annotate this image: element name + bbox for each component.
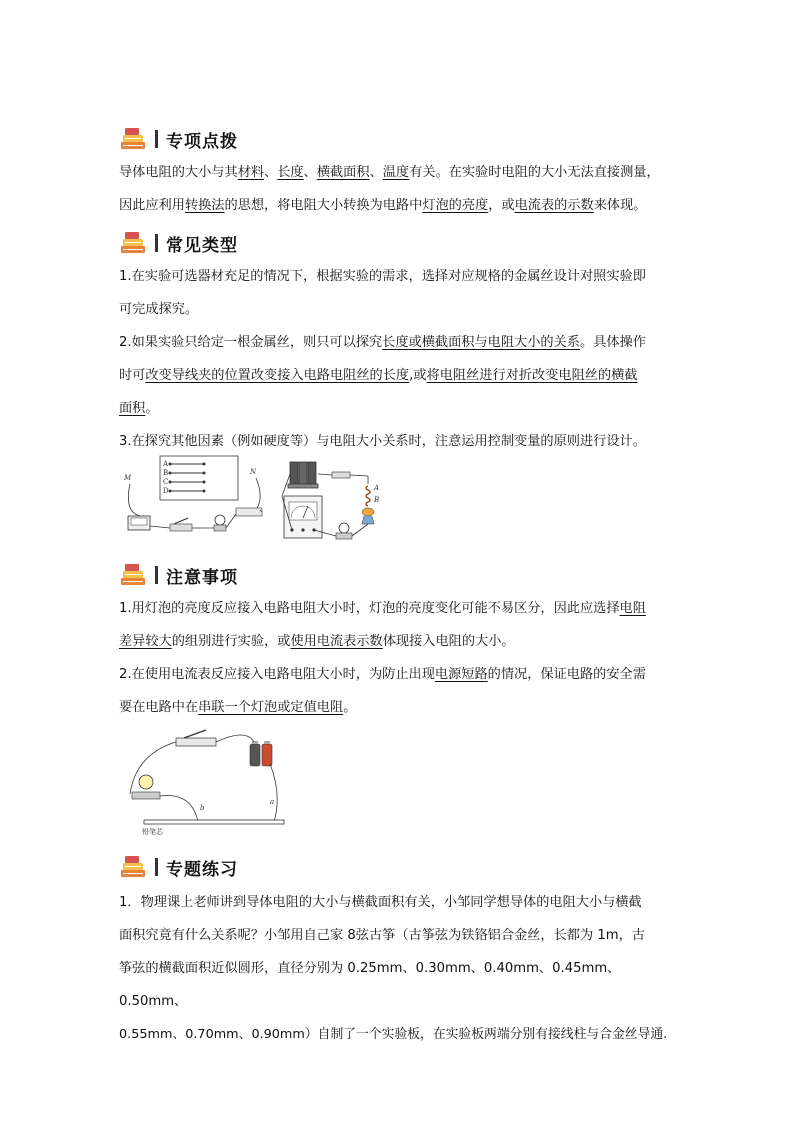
text-line: 面积究竟有什么关系呢？小邹用自己家 8弦古筝（古筝弦为铁铬铝合金丝，长都为 1m，古 [119, 928, 645, 943]
notes-paragraph [119, 592, 679, 724]
section-header-guidance [119, 124, 238, 154]
books-icon [119, 126, 147, 152]
header-divider [155, 858, 158, 876]
text-line: 因此应利用转换法的思想，将电阻大小转换为电路中灯泡的亮度，或电流表的示数来体现。 [119, 198, 647, 213]
section-title: 专题练习 [166, 859, 238, 880]
point-label-a: A [374, 484, 380, 492]
clip-label-m: M [124, 474, 132, 482]
text-line: 筝弦的横截面积近似圆形，直径分别为 0.25mm、0.30mm、0.40mm、0.45mm、0.50mm、 [119, 961, 621, 1009]
wire-label-a: a [270, 798, 275, 806]
clip-label-n: N [250, 468, 257, 476]
pencil-lead-icon [144, 820, 284, 824]
flame-icon [362, 508, 374, 516]
text-line: 3.在探究其他因素（例如硬度等）与电阻大小关系时，注意运用控制变量的原则进行设计。 [119, 434, 646, 449]
text-line: 2.如果实验只给定一根金属丝，则只可以探究长度或横截面积与电阻大小的关系。具体操作 [119, 335, 646, 350]
text-line: 2.在使用电流表反应接入电路电阻大小时，为防止出现电源短路的情况，保证电路的安全需 [119, 667, 646, 682]
wire-board-circuit-figure [120, 452, 270, 542]
header-divider [155, 130, 158, 148]
books-icon [119, 230, 147, 256]
point-label-b: B [374, 496, 380, 504]
text-line: 1.用灯泡的亮度反应接入电路电阻大小时，灯泡的亮度变化可能不易区分，因此应选择电阻 [119, 601, 646, 616]
text-line: 时可改变导线夹的位置改变接入电路电阻丝的长度,或将电阻丝进行对折改变电阻丝的横截 [119, 368, 638, 383]
switch-icon [176, 738, 216, 746]
books-icon [119, 562, 147, 588]
text-line: 要在电路中在串联一个灯泡或定值电阻。 [119, 700, 357, 715]
coil-heating-circuit-figure [278, 452, 390, 548]
section-title: 专项点拨 [166, 131, 238, 152]
section-header-notes [119, 560, 238, 590]
coil-icon [366, 486, 370, 506]
text-line: 1．物理课上老师讲到导体电阻的大小与横截面积有关，小邹同学想导体的电阻大小与横截 [119, 895, 642, 910]
section-header-practice [119, 852, 238, 882]
row-label-a: A [163, 460, 169, 468]
header-divider [155, 566, 158, 584]
text-line: 导体电阻的大小与其材料、长度、横截面积、温度有关。在实验时电阻的大小无法直接测量， [119, 165, 660, 180]
section-title: 常见类型 [166, 235, 238, 256]
text-line: 0.55mm、0.70mm、0.90mm）自制了一个实验板，在实验板两端分别有接线柱与合金丝导通. [119, 1027, 668, 1042]
battery-icon [250, 744, 260, 766]
section-title: 注意事项 [166, 567, 238, 588]
wire-label-b: b [200, 804, 205, 812]
practice-paragraph [119, 886, 681, 1051]
text-line: 差异较大的组别进行实验，或使用电流表示数体现接入电阻的大小。 [119, 634, 515, 649]
types-paragraph [119, 260, 679, 458]
text-line: 可完成探究。 [119, 302, 199, 317]
text-line: 1.在实验可选器材充足的情况下，根据实验的需求，选择对应规格的金属丝设计对照实验即 [119, 269, 646, 284]
bulb-icon [139, 775, 153, 789]
header-divider [155, 234, 158, 252]
section-header-types [119, 228, 238, 258]
row-label-d: D [163, 487, 169, 495]
text-line: 面积。 [119, 401, 159, 416]
pencil-lead-circuit-figure [122, 724, 292, 840]
guidance-paragraph [119, 156, 679, 222]
switch-icon [332, 472, 350, 478]
pencil-lead-label: 铅笔芯 [142, 828, 163, 836]
row-label-b: B [163, 469, 169, 477]
row-label-c: C [163, 478, 169, 486]
books-icon [119, 854, 147, 880]
